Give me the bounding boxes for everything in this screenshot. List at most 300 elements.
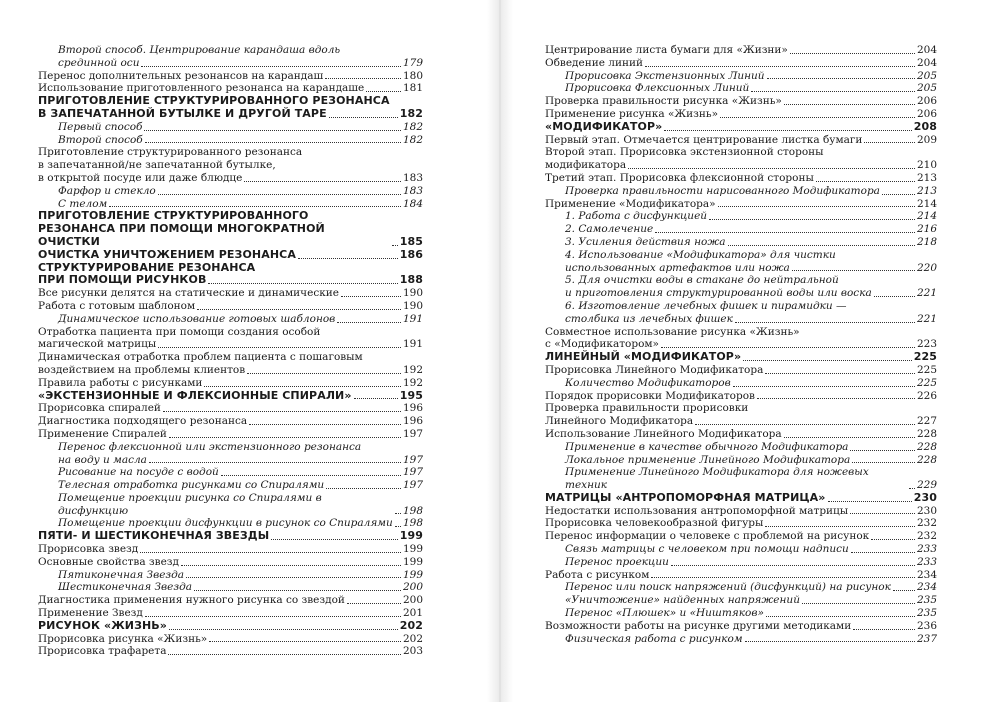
toc-entry-title: Проверка правильности прорисовки [545,402,749,415]
toc-entry-title: СТРУКТУРИРОВАНИЕ РЕЗОНАНСА [38,260,256,274]
toc-entry-title: Диагностика подходящего резонанса [38,415,248,428]
toc-entry-title: Совместное использование рисунка «Жизнь» [545,325,800,338]
toc-page-number: 191 [402,312,423,325]
toc-entry [545,108,937,121]
toc-page-number: 197 [402,479,423,492]
toc-page-number: 206 [916,95,937,108]
toc-page-number: 191 [402,338,423,351]
dot-leader [757,398,915,399]
toc-page-number: 223 [916,338,937,351]
toc-page-number: 199 [402,543,423,556]
toc-page-number: 214 [916,210,937,223]
book-gutter [487,0,513,702]
toc-page-number: 236 [916,619,937,632]
toc-entry-title: ПРИГОТОВЛЕНИЕ СТРУКТУРИРОВАННОГО [38,209,309,223]
toc-entry-title: в запечатанной/не запечатанной бутылке, [38,159,276,172]
toc-entry-title: Третий этап. Прорисовка флексионной стороны [545,171,814,184]
toc-page-number: 198 [402,517,423,530]
toc-page-number: 213 [916,184,937,197]
toc-entry-title: ПЯТИ- И ШЕСТИКОНЕЧНАЯ ЗВЕЗДЫ [38,529,270,543]
dot-leader [329,117,398,118]
toc-left-page [38,44,423,658]
toc-page-number: 190 [402,287,423,300]
toc-page-number: 183 [402,184,423,197]
toc-page-number: 201 [402,607,423,620]
toc-page-number: 185 [399,234,423,248]
dot-leader [186,577,401,578]
toc-entry [545,223,937,236]
dot-leader [149,462,401,463]
toc-page-number: 195 [399,388,423,402]
dot-leader [628,168,915,169]
dot-leader [395,513,401,514]
dot-leader [792,270,915,271]
toc-entry [545,262,937,275]
dot-leader [720,117,915,118]
dot-leader [221,475,401,476]
dot-leader [718,206,915,207]
toc-page-number: 200 [402,594,423,607]
toc-entry [545,300,937,313]
dot-leader [871,539,915,540]
toc-page-number: 225 [916,376,937,389]
dot-leader [864,142,915,143]
dot-leader [325,78,401,79]
toc-page-number: 192 [402,363,423,376]
toc-entry [545,581,937,594]
toc-page-number: 200 [402,581,423,594]
toc-page-number: 190 [402,299,423,312]
dot-leader [249,424,401,425]
toc-entry-title: 3. Усиления действия ножа [565,235,726,248]
dot-leader [298,258,398,259]
toc-entry-title: ПРИ ПОМОЩИ РИСУНКОВ [38,273,207,287]
toc-page-number: 234 [916,568,937,581]
toc-entry [545,441,937,454]
toc-entry [545,402,937,415]
toc-page-number: 197 [402,427,423,440]
toc-entry [545,530,937,543]
dot-leader [909,488,915,489]
dot-leader [850,450,915,451]
toc-entry [545,428,937,441]
toc-entry-title: Прорисовка Линейного Модификатора [545,363,764,376]
toc-page-number: 180 [402,69,423,82]
toc-entry [545,377,937,390]
toc-entry [545,287,937,300]
dot-leader [784,437,915,438]
dot-leader [816,181,915,182]
toc-entry-title: Пятиконечная Звезда [58,568,185,581]
dot-leader [853,629,915,630]
toc-entry [38,492,423,518]
toc-page-number: 233 [916,543,937,556]
toc-entry-title: Рисование на посуде с водой [58,466,219,479]
toc-page-number: 198 [402,504,423,517]
dot-leader [271,539,398,540]
toc-page-number: 205 [916,82,937,95]
toc-entry-title: Прорисовка Флексионных Линий [565,82,750,95]
toc-entry [545,633,937,646]
dot-leader [882,194,915,195]
toc-entry-title: МАТРИЦЫ «АНТРОПОМОРФНАЯ МАТРИЦА» [545,490,826,504]
dot-leader [733,386,915,387]
dot-leader [661,347,915,348]
toc-entry-title: Диагностика применения нужного рисунка со звездой [38,594,345,607]
toc-entry-title: Второй способ [58,133,143,146]
toc-page-number: 205 [916,69,937,82]
toc-section-heading [545,492,937,505]
toc-page-number: 232 [916,517,937,530]
toc-entry-title: Перенос проекции [565,555,669,568]
toc-entry [545,594,937,607]
toc-section-heading [38,108,423,121]
toc-entry-title: магической матрицы [38,338,157,351]
toc-entry [38,454,423,467]
toc-entry [38,121,423,134]
toc-entry [545,620,937,633]
toc-page-number: 204 [916,56,937,69]
toc-entry [545,236,937,249]
toc-page-number: 229 [916,479,937,492]
toc-entry-title: 1. Работа с дисфункцией [565,210,708,223]
toc-entry-title: ОЧИСТКА УНИЧТОЖЕНИЕМ РЕЗОНАНСА [38,247,296,261]
toc-entry [38,146,423,159]
toc-page-number: 203 [402,645,423,658]
toc-entry-title: и приготовления структурированной воды или воска [565,287,872,300]
dot-leader [893,590,915,591]
toc-entry-title: Работа с готовым шаблоном [38,299,196,312]
dot-leader [158,194,401,195]
dot-leader [735,322,915,323]
toc-entry-title: воздействием на проблемы клиентов [38,363,246,376]
toc-entry [545,249,937,262]
toc-entry [545,172,937,185]
toc-entry [38,543,423,556]
toc-page-number: 214 [916,197,937,210]
toc-section-heading [38,223,423,249]
toc-page-number: 230 [916,504,937,517]
toc-entry [38,581,423,594]
toc-entry [545,210,937,223]
toc-page-number: 192 [402,376,423,389]
dot-leader [347,603,401,604]
toc-entry-title: Применение рисунка «Жизнь» [545,107,719,120]
toc-entry-title: Применение «Модификатора» [545,197,716,210]
toc-entry-title: Второй этап. Прорисовка экстензионной стороны [545,146,824,159]
toc-entry [545,364,937,377]
toc-entry [38,645,423,658]
toc-entry-title: 6. Изготовление лечебных фишек и пирамидки — [565,299,847,312]
dot-leader [244,181,401,182]
toc-entry-title: Перенос «Плюшек» и «Ништяков» [565,607,764,620]
toc-entry-title: Прорисовка трафарета [38,645,167,658]
toc-entry [545,415,937,428]
toc-entry-title: Перенос флексионной или экстензионного резонанса [58,440,362,453]
toc-page-number: 221 [916,287,937,300]
dot-leader [326,488,401,489]
toc-page-number: 209 [916,133,937,146]
toc-entry [545,70,937,83]
toc-entry-title: В ЗАПЕЧАТАННОЙ БУТЫЛКЕ И ДРУГОЙ ТАРЕ [38,106,327,120]
toc-entry-title: Применение в качестве обычного Модификатора [565,440,849,453]
toc-entry-title: С телом [58,197,108,210]
toc-entry-title: Применение Линейного Модификатора для ножевых техник [565,466,869,492]
toc-entry [545,466,937,492]
toc-entry-title: Работа с рисунком [545,568,650,581]
toc-entry-title: Обведение линий [545,56,643,69]
toc-entry [545,57,937,70]
toc-entry [38,351,423,364]
toc-page-number: 210 [916,159,937,172]
dot-leader [341,296,401,297]
toc-entry-title: Первый этап. Отмечается центрирование листка бумаги [545,133,863,146]
toc-entry-title: на воду и масла [58,453,147,466]
toc-entry-title: Применение Спиралей [38,427,167,440]
toc-page-number: 202 [402,632,423,645]
toc-entry-title: Прорисовка звезд [38,543,139,556]
dot-leader [204,386,401,387]
toc-section-heading [38,620,423,633]
toc-entry [38,172,423,185]
toc-entry-title: Отработка пациента при помощи создания особой [38,325,321,338]
toc-entry-title: «МОДИФИКАТОР» [545,119,663,133]
dot-leader [145,616,401,617]
toc-page-number: 237 [916,632,937,645]
dot-leader [765,526,915,527]
dot-leader [247,373,401,374]
toc-entry-title: ПРИГОТОВЛЕНИЕ СТРУКТУРИРОВАННОГО РЕЗОНАНСА [38,94,390,108]
toc-entry-title: использованных артефактов или ножа [565,261,790,274]
toc-entry-title: Физическая работа с рисунком [565,632,743,645]
toc-entry-title: Применение Звезд [38,607,143,620]
toc-section-heading [38,530,423,543]
dot-leader [194,590,401,591]
toc-page-number: 230 [913,490,937,504]
toc-entry-title: столбика из лечебных фишек [565,312,733,325]
toc-entry [38,57,423,70]
toc-entry [545,82,937,95]
toc-entry [38,594,423,607]
toc-entry [38,338,423,351]
toc-entry [545,313,937,326]
toc-entry [38,569,423,582]
toc-page-number: 202 [399,618,423,632]
dot-leader [664,130,911,131]
toc-page-number: 199 [402,568,423,581]
toc-entry-title: Порядок прорисовки Модификаторов [545,389,755,402]
toc-entry [38,415,423,428]
toc-page-number: 206 [916,107,937,120]
toc-page-number: 199 [399,529,423,543]
dot-leader [743,360,912,361]
dot-leader [709,219,915,220]
toc-entry [38,633,423,646]
toc-entry [38,402,423,415]
toc-page-number: 184 [402,197,423,210]
dot-leader [745,641,915,642]
dot-leader [802,603,915,604]
toc-page-number: 188 [399,273,423,287]
toc-entry-title: 2. Самолечение [565,223,654,236]
dot-leader [850,513,915,514]
dot-leader [828,501,912,502]
toc-page-number: 216 [916,223,937,236]
dot-leader [354,398,398,399]
toc-page-number: 220 [916,261,937,274]
toc-page-number: 213 [916,171,937,184]
toc-section-heading [38,274,423,287]
toc-entry [38,287,423,300]
toc-entry-title: 4. Использование «Модификатора» для чистки [565,248,836,261]
dot-leader [109,206,401,207]
toc-page-number: 197 [402,466,423,479]
toc-entry-title: Проверка правильности рисунка «Жизнь» [545,95,782,108]
dot-leader [197,309,401,310]
toc-entry [545,454,937,467]
toc-page-number: 181 [402,82,423,95]
toc-entry-title: Первый способ [58,120,143,133]
toc-page-number: 221 [916,312,937,325]
dot-leader [671,565,915,566]
dot-leader [766,616,915,617]
toc-page-number: 182 [399,106,423,120]
toc-page-number: 226 [916,389,937,402]
dot-leader [140,552,401,553]
dot-leader [751,91,915,92]
toc-entry-title: Телесная отработка рисунками со Спиралями [58,479,325,492]
toc-entry-title: Приготовление структурированного резонанса [38,146,303,159]
toc-page-number: 233 [916,555,937,568]
dot-leader [784,104,915,105]
dot-leader [169,629,398,630]
toc-entry [545,517,937,530]
toc-entry-title: ЛИНЕЙНЫЙ «МОДИФИКАТОР» [545,350,742,364]
toc-entry-title: Недостатки использования антропоморфной матрицы [545,504,849,517]
dot-leader [790,53,915,54]
toc-entry-title: Использование Линейного Модификатора [545,427,782,440]
toc-entry [38,607,423,620]
toc-entry [545,569,937,582]
toc-entry-title: Перенос или поиск напряжений (дисфункций) на рисунок [565,581,891,594]
toc-entry [545,607,937,620]
toc-entry-title: Центрирование листа бумаги для «Жизни» [545,44,788,56]
toc-entry-title: Помещение проекции рисунка со Спиралями в дисфункцию [58,491,322,517]
toc-entry-title: Правила работы с рисунками [38,376,203,389]
toc-entry [38,70,423,83]
toc-page-number: 196 [402,415,423,428]
toc-entry-title: в открытой посуде или даже блюдце [38,171,243,184]
toc-entry-title: «ЭКСТЕНЗИОННЫЕ И ФЛЕКСИОННЫЕ СПИРАЛИ» [38,388,352,402]
toc-entry [545,185,937,198]
toc-section-heading [545,121,937,134]
dot-leader [158,347,401,348]
dot-leader [169,437,401,438]
toc-entry [38,326,423,339]
toc-entry-title: Перенос дополнительных резонансов на карандаш [38,69,324,82]
toc-entry [545,198,937,211]
toc-entry-title: Проверка правильности нарисованного Модификатора [565,184,880,197]
toc-page-number: 225 [913,350,937,364]
toc-entry [545,44,937,57]
toc-entry-title: Прорисовка рисунка «Жизнь» [38,632,208,645]
toc-page-number: 225 [916,363,937,376]
toc-entry [545,556,937,569]
toc-entry-title: Использование приготовленного резонанса на карандаше [38,82,365,95]
toc-entry-title: Прорисовка спиралей [38,402,161,415]
toc-entry [545,543,937,556]
toc-section-heading [38,390,423,403]
toc-entry [38,300,423,313]
toc-entry-title: Второй способ. Центрирование карандаша вдоль [58,44,341,56]
toc-entry-title: Локальное применение Линейного Модификатора [565,453,851,466]
dot-leader [655,232,915,233]
toc-section-heading [545,351,937,364]
toc-entry-title: Динамическая отработка проблем пациента с пошаговым [38,351,363,364]
toc-page-number: 235 [916,594,937,607]
dot-leader [852,462,915,463]
toc-entry-title: РИСУНОК «ЖИЗНЬ» [38,618,167,632]
toc-page-number: 228 [916,453,937,466]
toc-page-number: 179 [402,56,423,69]
toc-entry [38,313,423,326]
toc-page-number: 183 [402,171,423,184]
toc-page-number: 234 [916,581,937,594]
toc-entry-title: Перенос информации о человеке с проблемой на рисунок [545,530,870,543]
dot-leader [141,66,401,67]
dot-leader [851,552,915,553]
toc-page-number: 199 [402,555,423,568]
dot-leader [163,411,401,412]
dot-leader [645,66,915,67]
dot-leader [395,526,401,527]
toc-entry-title: срединной оси [58,56,140,69]
dot-leader [765,373,915,374]
toc-page-number: 182 [402,120,423,133]
toc-page-number: 197 [402,453,423,466]
toc-page-number: 228 [916,427,937,440]
toc-entry [545,159,937,172]
toc-page-number: 204 [916,44,937,56]
toc-entry [545,134,937,147]
toc-entry-title: Все рисунки делятся на статические и динамические [38,287,339,300]
toc-entry [545,390,937,403]
toc-entry [38,159,423,172]
toc-entry-title: Основные свойства звезд [38,555,179,568]
toc-entry-title: РЕЗОНАНСА ПРИ ПОМОЩИ МНОГОКРАТНОЙ ОЧИСТКИ [38,222,325,248]
toc-entry-title: 5. Для очистки воды в стакане до нейтральной [565,274,839,287]
dot-leader [392,245,398,246]
toc-entry [545,95,937,108]
toc-entry-title: Помещение проекции дисфункции в рисунок со Спиралями [58,517,393,530]
toc-entry-title: Фарфор и стекло [58,184,156,197]
toc-entry [38,185,423,198]
toc-entry-title: Возможности работы на рисунке другими методиками [545,619,852,632]
toc-entry [38,44,423,57]
toc-entry [38,377,423,390]
toc-entry [545,146,937,159]
toc-entry-title: Линейного Модификатора [545,415,694,428]
toc-page-number: 208 [913,119,937,133]
toc-entry [38,556,423,569]
dot-leader [874,296,915,297]
toc-entry-title: Шестиконечная Звезда [58,581,193,594]
dot-leader [181,565,401,566]
toc-page-number: 218 [916,235,937,248]
toc-page-number: 228 [916,440,937,453]
toc-entry [38,441,423,454]
toc-page-number: 186 [399,247,423,261]
